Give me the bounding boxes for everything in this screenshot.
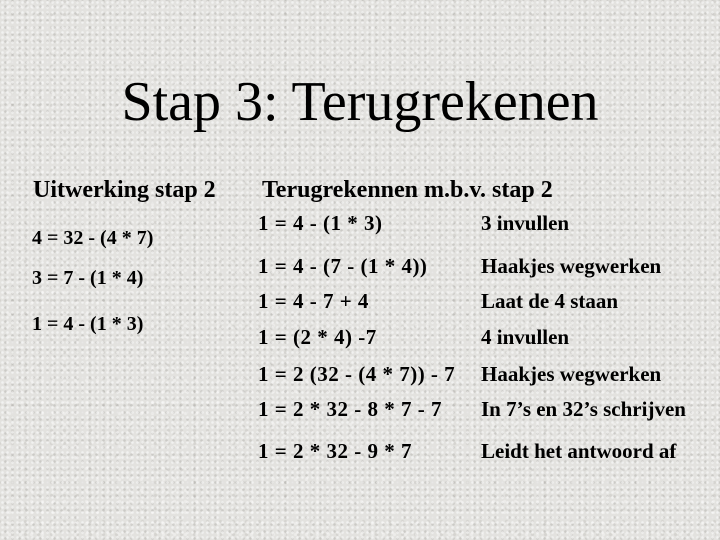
step-note-3: Laat de 4 staan bbox=[481, 289, 619, 313]
step-equation-1: 1 = 4 - (1 * 3) bbox=[258, 211, 383, 235]
step-note-1: 3 invullen bbox=[481, 211, 570, 235]
step-note-4: 4 invullen bbox=[481, 325, 570, 349]
header-left: Uitwerking stap 2 bbox=[33, 177, 216, 203]
left-equation-3: 1 = 4 - (1 * 3) bbox=[32, 313, 144, 335]
left-equation-2: 3 = 7 - (1 * 4) bbox=[32, 267, 144, 289]
header-right: Terugrekennen m.b.v. stap 2 bbox=[262, 177, 553, 203]
step-equation-5: 1 = 2 (32 - (4 * 7)) - 7 bbox=[258, 362, 456, 386]
step-note-6: In 7’s en 32’s schrijven bbox=[481, 397, 686, 421]
step-equation-4: 1 = (2 * 4) -7 bbox=[258, 325, 377, 349]
left-equation-1: 4 = 32 - (4 * 7) bbox=[32, 227, 154, 249]
step-note-7: Leidt het antwoord af bbox=[481, 439, 677, 463]
step-equation-6: 1 = 2 * 32 - 8 * 7 - 7 bbox=[258, 397, 442, 421]
step-note-5: Haakjes wegwerken bbox=[481, 362, 662, 386]
step-equation-2: 1 = 4 - (7 - (1 * 4)) bbox=[258, 254, 428, 278]
step-equation-7: 1 = 2 * 32 - 9 * 7 bbox=[258, 439, 412, 463]
slide-title: Stap 3: Terugrekenen bbox=[121, 71, 599, 133]
step-note-2: Haakjes wegwerken bbox=[481, 254, 662, 278]
step-equation-3: 1 = 4 - 7 + 4 bbox=[258, 289, 369, 313]
